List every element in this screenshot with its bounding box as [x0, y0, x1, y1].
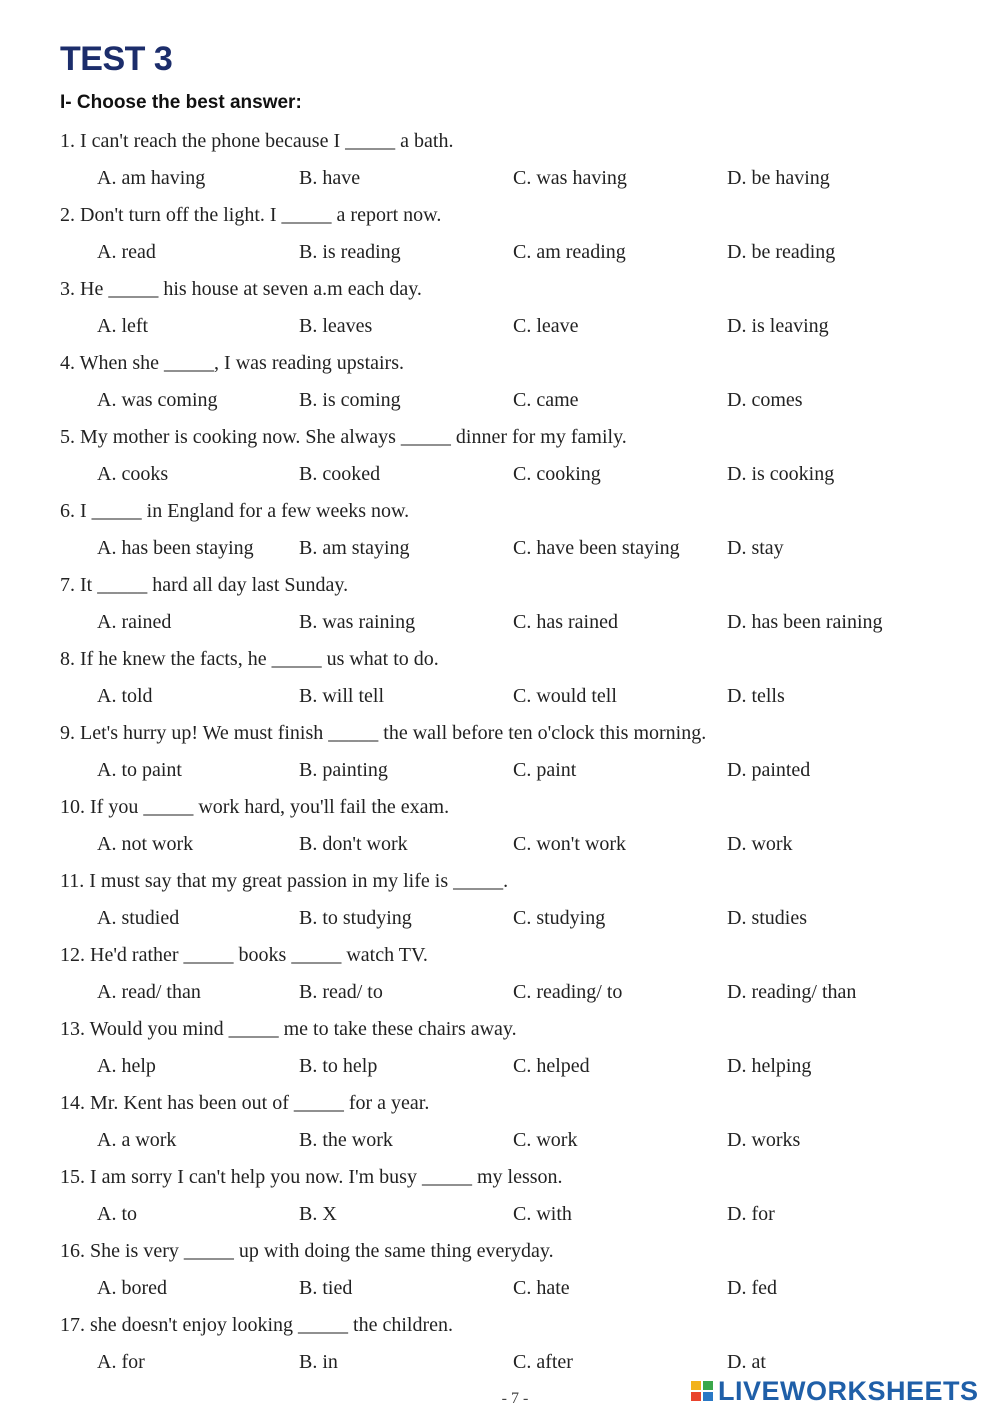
- question-stem: 8. If he knew the facts, he _____ us what to do.: [60, 648, 439, 670]
- answer-option-c[interactable]: C. would tell: [513, 685, 617, 707]
- answer-option-a[interactable]: A. bored: [97, 1277, 167, 1299]
- answer-option-a[interactable]: A. was coming: [97, 389, 218, 411]
- question-item: [60, 1088, 960, 1162]
- answer-options: [60, 237, 960, 274]
- question-stem: 12. He'd rather _____ books _____ watch TV.: [60, 944, 428, 966]
- answer-option-c[interactable]: C. am reading: [513, 241, 626, 263]
- answer-option-d[interactable]: D. comes: [727, 389, 803, 411]
- question-item: [60, 422, 960, 496]
- answer-options: [60, 755, 960, 792]
- answer-option-c[interactable]: C. with: [513, 1203, 572, 1225]
- answer-option-b[interactable]: B. to studying: [299, 907, 412, 929]
- answer-option-d[interactable]: D. reading/ than: [727, 981, 857, 1003]
- question-stem: 2. Don't turn off the light. I _____ a report now.: [60, 204, 442, 226]
- answer-option-d[interactable]: D. is cooking: [727, 463, 835, 485]
- question-stem: 1. I can't reach the phone because I _____ a bath.: [60, 130, 454, 152]
- answer-option-c[interactable]: C. cooking: [513, 463, 601, 485]
- answer-option-a[interactable]: A. cooks: [97, 463, 169, 485]
- answer-option-b[interactable]: B. don't work: [299, 833, 408, 855]
- answer-option-b[interactable]: B. was raining: [299, 611, 416, 633]
- answer-option-a[interactable]: A. read/ than: [97, 981, 201, 1003]
- question-item: [60, 126, 960, 200]
- answer-option-d[interactable]: D. at: [727, 1351, 766, 1373]
- question-item: [60, 718, 960, 792]
- answer-option-b[interactable]: B. have: [299, 167, 361, 189]
- question-item: [60, 644, 960, 718]
- answer-option-a[interactable]: A. not work: [97, 833, 194, 855]
- answer-option-c[interactable]: C. reading/ to: [513, 981, 623, 1003]
- answer-options: [60, 1273, 960, 1310]
- answer-option-b[interactable]: B. leaves: [299, 315, 373, 337]
- answer-option-c[interactable]: C. have been staying: [513, 537, 680, 559]
- answer-option-d[interactable]: D. be having: [727, 167, 830, 189]
- answer-options: [60, 163, 960, 200]
- answer-option-b[interactable]: B. will tell: [299, 685, 384, 707]
- answer-option-b[interactable]: B. is coming: [299, 389, 401, 411]
- answer-option-a[interactable]: A. am having: [97, 167, 206, 189]
- question-stem: 5. My mother is cooking now. She always _____ dinner for my family.: [60, 426, 627, 448]
- liveworksheets-logo: [690, 1374, 979, 1408]
- question-stem: 10. If you _____ work hard, you'll fail the exam.: [60, 796, 450, 818]
- answer-options: [60, 1125, 960, 1162]
- answer-option-c[interactable]: C. hate: [513, 1277, 570, 1299]
- question-stem: 7. It _____ hard all day last Sunday.: [60, 574, 349, 596]
- answer-option-c[interactable]: C. studying: [513, 907, 606, 929]
- answer-option-b[interactable]: B. painting: [299, 759, 388, 781]
- question-stem: 15. I am sorry I can't help you now. I'm busy _____ my lesson.: [60, 1166, 563, 1188]
- answer-option-a[interactable]: A. rained: [97, 611, 172, 633]
- answer-option-d[interactable]: D. stay: [727, 537, 784, 559]
- answer-option-b[interactable]: B. X: [299, 1203, 337, 1225]
- test-title: TEST 3: [60, 40, 173, 78]
- question-item: [60, 348, 960, 422]
- answer-option-a[interactable]: A. to: [97, 1203, 137, 1225]
- answer-options: [60, 533, 960, 570]
- answer-option-a[interactable]: A. to paint: [97, 759, 182, 781]
- answer-option-d[interactable]: D. is leaving: [727, 315, 829, 337]
- question-item: [60, 866, 960, 940]
- answer-options: [60, 385, 960, 422]
- answer-options: [60, 1051, 960, 1088]
- answer-option-a[interactable]: A. studied: [97, 907, 180, 929]
- answer-option-b[interactable]: B. cooked: [299, 463, 381, 485]
- question-stem: 16. She is very _____ up with doing the same thing everyday.: [60, 1240, 554, 1262]
- answer-option-b[interactable]: B. in: [299, 1351, 338, 1373]
- answer-option-c[interactable]: C. paint: [513, 759, 577, 781]
- answer-option-c[interactable]: C. came: [513, 389, 579, 411]
- question-item: [60, 792, 960, 866]
- answer-option-b[interactable]: B. to help: [299, 1055, 378, 1077]
- section-heading: I- Choose the best answer:: [60, 92, 302, 113]
- question-item: [60, 570, 960, 644]
- answer-option-b[interactable]: B. is reading: [299, 241, 401, 263]
- answer-options: [60, 829, 960, 866]
- answer-option-b[interactable]: B. the work: [299, 1129, 393, 1151]
- answer-option-a[interactable]: A. for: [97, 1351, 145, 1373]
- answer-option-a[interactable]: A. help: [97, 1055, 156, 1077]
- question-stem: 3. He _____ his house at seven a.m each day.: [60, 278, 422, 300]
- answer-option-c[interactable]: C. has rained: [513, 611, 618, 633]
- answer-option-c[interactable]: C. leave: [513, 315, 579, 337]
- page-number: - 7 -: [501, 1390, 529, 1407]
- answer-options: [60, 607, 960, 644]
- answer-option-c[interactable]: C. work: [513, 1129, 578, 1151]
- answer-options: [60, 681, 960, 718]
- question-item: [60, 200, 960, 274]
- question-stem: 6. I _____ in England for a few weeks now.: [60, 500, 410, 522]
- answer-option-a[interactable]: A. a work: [97, 1129, 177, 1151]
- answer-option-c[interactable]: C. won't work: [513, 833, 627, 855]
- answer-option-d[interactable]: D. studies: [727, 907, 807, 929]
- answer-option-d[interactable]: D. work: [727, 833, 793, 855]
- answer-option-d[interactable]: D. helping: [727, 1055, 812, 1077]
- answer-option-d[interactable]: D. tells: [727, 685, 785, 707]
- question-item: [60, 1236, 960, 1310]
- answer-option-d[interactable]: D. works: [727, 1129, 801, 1151]
- answer-option-c[interactable]: C. helped: [513, 1055, 590, 1077]
- answer-option-a[interactable]: A. told: [97, 685, 153, 707]
- answer-options: [60, 977, 960, 1014]
- question-item: [60, 274, 960, 348]
- answer-options: [60, 903, 960, 940]
- answer-option-d[interactable]: D. for: [727, 1203, 775, 1225]
- question-stem: 11. I must say that my great passion in my life is _____.: [60, 870, 509, 892]
- question-list: [60, 126, 960, 1384]
- question-stem: 9. Let's hurry up! We must finish _____ the wall before ten o'clock this morning.: [60, 722, 707, 744]
- answer-option-b[interactable]: B. read/ to: [299, 981, 383, 1003]
- question-item: [60, 496, 960, 570]
- answer-options: [60, 311, 960, 348]
- answer-option-d[interactable]: D. be reading: [727, 241, 836, 263]
- question-item: [60, 1162, 960, 1236]
- answer-options: [60, 1199, 960, 1236]
- question-stem: 14. Mr. Kent has been out of _____ for a year.: [60, 1092, 430, 1114]
- question-item: [60, 940, 960, 1014]
- answer-option-a[interactable]: A. has been staying: [97, 537, 254, 559]
- answer-option-c[interactable]: C. was having: [513, 167, 627, 189]
- question-item: [60, 1310, 960, 1384]
- question-item: [60, 1014, 960, 1088]
- logo-text: LIVEWORKSHEETS: [718, 1375, 979, 1406]
- answer-option-d[interactable]: D. fed: [727, 1277, 777, 1299]
- answer-option-b[interactable]: B. am staying: [299, 537, 410, 559]
- answer-option-a[interactable]: A. left: [97, 315, 149, 337]
- answer-options: [60, 459, 960, 496]
- liveworksheets-logo-icon: [690, 1379, 714, 1403]
- answer-option-c[interactable]: C. after: [513, 1351, 573, 1373]
- question-stem: 17. she doesn't enjoy looking _____ the children.: [60, 1314, 453, 1336]
- question-stem: 4. When she _____, I was reading upstairs.: [60, 352, 405, 374]
- answer-option-a[interactable]: A. read: [97, 241, 156, 263]
- answer-option-d[interactable]: D. painted: [727, 759, 811, 781]
- answer-option-b[interactable]: B. tied: [299, 1277, 353, 1299]
- question-stem: 13. Would you mind _____ me to take these chairs away.: [60, 1018, 517, 1040]
- answer-option-d[interactable]: D. has been raining: [727, 611, 883, 633]
